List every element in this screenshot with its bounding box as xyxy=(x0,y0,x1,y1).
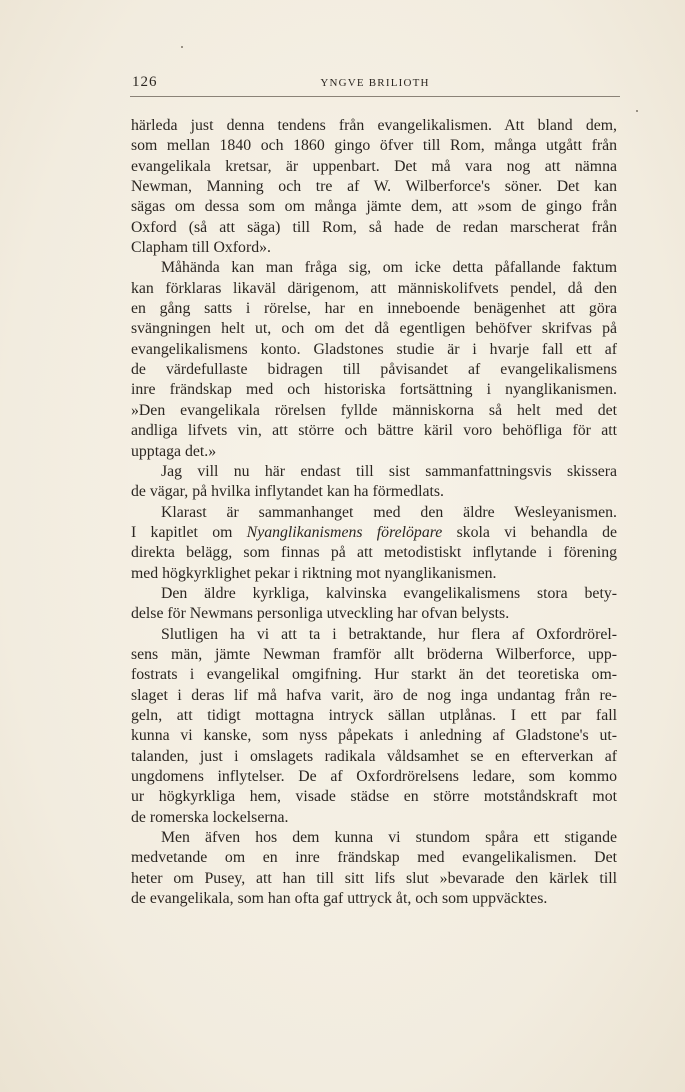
text-line: Måhända kan man fråga sig, om icke detta påfallande faktum xyxy=(161,259,617,277)
text-line: delse för Newmans personliga utveckling har ofvan belysts. xyxy=(131,605,510,623)
running-title: YNGVE BRILIOTH xyxy=(320,77,430,89)
text-line: Men äfven hos dem kunna vi stundom spåra ett stigande xyxy=(161,829,617,847)
text-line: medvetande om en inre frändskap med evangelikalismen. Det xyxy=(131,849,617,867)
text-line: de romerska lockelserna. xyxy=(131,808,289,826)
text-line: ungdomens inflytelser. De af Oxfordrörelsens ledare, som kommo xyxy=(131,768,617,785)
text-line: sägas om dessa som om många jämte dem, att »som de gingo från xyxy=(131,198,617,216)
paper-speck xyxy=(636,110,638,112)
text-line: de vägar, på hvilka inflytandet kan ha förmedlats. xyxy=(131,483,444,501)
text-line: slaget i deras lif må hafva varit, äro de nog inga undantag från re- xyxy=(131,686,617,704)
text-line: kunna vi kanske, som nyss påpekats i anledning af Gladstone's ut- xyxy=(131,727,617,745)
text-segment: skola vi behandla de xyxy=(442,523,617,541)
text-line: Klarast är sammanhanget med den äldre Wesleyanismen. xyxy=(161,503,617,521)
body-text xyxy=(131,116,617,909)
text-line xyxy=(131,523,617,543)
text-line: Jag vill nu här endast till sist sammanfattningsvis skissera xyxy=(161,462,617,480)
paper-speck xyxy=(181,46,183,48)
text-line: Slutligen ha vi att ta i betraktande, hur flera af Oxfordrörel- xyxy=(161,625,617,643)
text-line: som mellan 1840 och 1860 gingo öfver till Rom, många utgått från xyxy=(131,137,617,155)
text-line: fostrats i evangelikal omgifning. Hur starkt än det teoretiska om- xyxy=(131,666,617,684)
text-line: Den äldre kyrkliga, kalvinska evangelikalismens stora bety- xyxy=(161,584,617,602)
text-line: de värdefullaste bidragen till påvisandet af evangelikalismens xyxy=(131,361,617,379)
text-line: Oxford (så att säga) till Rom, så hade de redan marscherat från xyxy=(131,218,617,236)
text-line: upptaga det.» xyxy=(131,442,217,460)
text-line: Newman, Manning och tre af W. Wilberforce's söner. Det kan xyxy=(131,178,617,196)
text-line: andliga lifvets vin, att större och bättre käril voro behöfliga för att xyxy=(131,422,617,440)
text-line: geln, att tidigt mottagna intryck sällan utplånas. I ett par fall xyxy=(131,706,617,724)
text-line: med högkyrklighet pekar i riktning mot nyanglikanismen. xyxy=(131,564,497,582)
text-line: svängningen helt ut, och om det då egentligen behöfver skrifvas på xyxy=(131,320,617,338)
text-line: ur högkyrkliga hem, visade städse en större motståndskraft mot xyxy=(131,788,617,806)
text-line: inre frändskap med och historiska fortsättning i nyanglikanismen. xyxy=(131,381,617,399)
italic-title: Nyanglikanismens förelöpare xyxy=(246,523,443,541)
running-head xyxy=(130,74,620,97)
text-line: evangelikala kretsar, är uppenbart. Det må vara nog att nämna xyxy=(131,157,617,175)
text-line: talanden, just i omslagets radikala våldsamhet se en efterverkan af xyxy=(131,747,617,765)
text-segment: I kapitlet om xyxy=(131,523,247,541)
text-line: Clapham till Oxford». xyxy=(131,239,271,257)
text-line: en gång satts i rörelse, har en inneboende benägenhet att göra xyxy=(131,300,617,318)
text-line: heter om Pusey, att han till sitt lifs slut »bevarade den kärlek till xyxy=(131,869,617,887)
text-line: sens män, jämte Newman framför allt bröderna Wilberforce, upp- xyxy=(131,645,617,663)
text-line: härleda just denna tendens från evangelikalismen. Att bland dem, xyxy=(131,117,617,134)
page-number: 126 xyxy=(132,74,158,90)
text-line: »Den evangelikala rörelsen fyllde människorna så helt med det xyxy=(131,401,617,419)
text-line: de evangelikala, som han ofta gaf uttryck åt, och som uppväcktes. xyxy=(131,890,548,908)
text-line: direkta belägg, som finnas på att metodistiskt inflytande i förening xyxy=(131,544,617,562)
text-line: evangelikalismens konto. Gladstones studie är i hvarje fall ett af xyxy=(131,340,617,358)
text-line: kan förklaras likaväl därigenom, att människolifvets pendel, då den xyxy=(131,279,617,297)
